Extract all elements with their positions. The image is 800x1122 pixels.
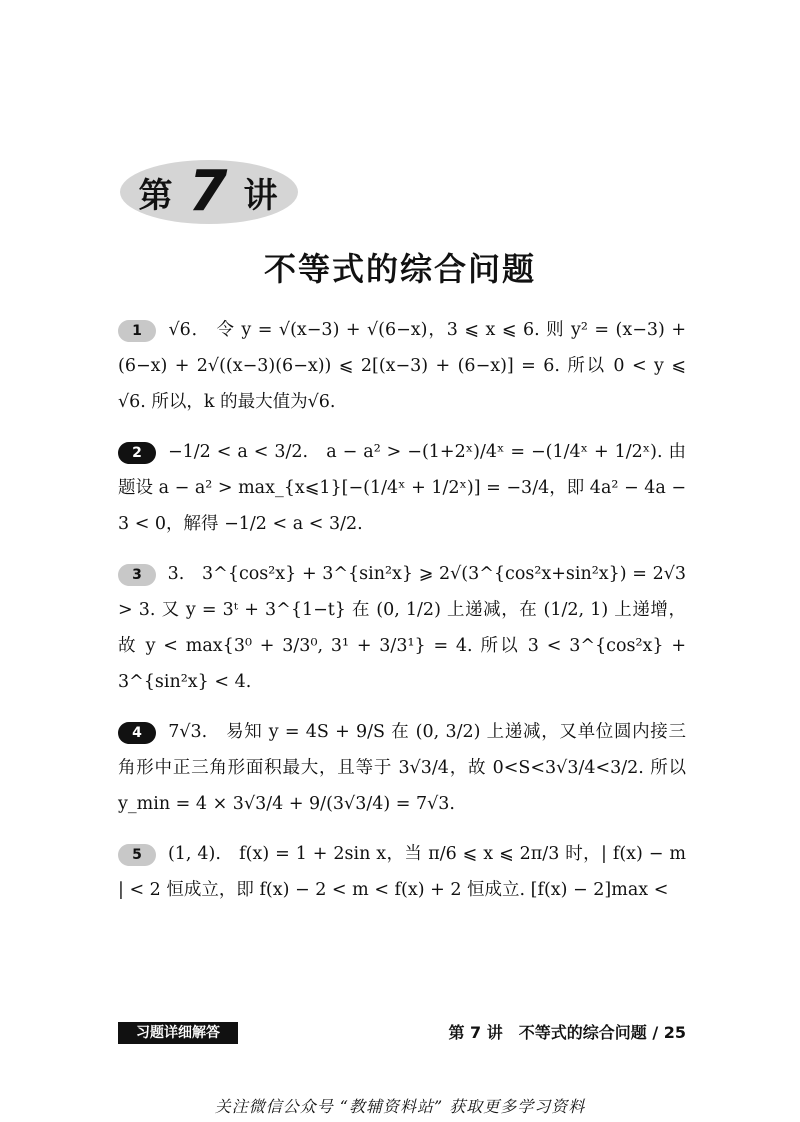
problem-2-text: −1/2 < a < 3/2. a − a² > −(1+2ˣ)/4ˣ = −(1/4ˣ + 1/2ˣ). 由题设 a − a² > max_{x⩽1}[−(1/4ˣ + 1/2ˣ)] = −3/4，即 4a² − 4a − 3 < 0，解得 −1/2 < a < 3/2. (118, 442, 686, 534)
problem-number-badge: 5 (118, 844, 156, 866)
problem-1 (118, 312, 686, 420)
problem-4 (118, 714, 686, 822)
problem-5 (118, 836, 686, 908)
problem-number-badge: 2 (118, 442, 156, 464)
bottom-watermark-note: 关注微信公众号 “教辅资料站” 获取更多学习资料 (214, 1097, 586, 1116)
problem-3-text: 3. 3^{cos²x} + 3^{sin²x} ⩾ 2√(3^{cos²x+sin²x}) = 2√3 > 3. 又 y = 3ᵗ + 3^{1−t} 在 (0, 1/2) 上递减，在 (1/2, 1) 上递增，故 y < max{3⁰ + 3/3⁰, 3¹ + 3/3¹} = 4. 所以 3 < 3^{cos²x} + 3^{sin²x} < 4. (118, 564, 686, 692)
footer-page-info: 第 7 讲 不等式的综合问题 / 25 (448, 1023, 686, 1042)
footer-section-label: 习题详细解答 (118, 1022, 238, 1044)
problem-4-text: 7√3. 易知 y = 4S + 9/S 在 (0, 3/2) 上递减，又单位圆内接三角形中正三角形面积最大，且等于 3√3/4，故 0<S<3√3/4<3/2. 所以 y_min = 4 × 3√3/4 + 9/(3√3/4) = 7√3. (118, 722, 686, 814)
problem-3 (118, 556, 686, 700)
problem-2 (118, 434, 686, 542)
problem-5-text: (1, 4). f(x) = 1 + 2sin x，当 π/6 ⩽ x ⩽ 2π/3 时，| f(x) − m | < 2 恒成立，即 f(x) − 2 < m < f(x) + 2 恒成立. [f(x) − 2]max < (118, 844, 686, 900)
lecture-number: 7 (188, 159, 230, 224)
problem-number-badge: 4 (118, 722, 156, 744)
page-title: 不等式的综合问题 (263, 250, 536, 288)
solutions-list (118, 312, 686, 922)
problem-number-badge: 3 (118, 564, 156, 586)
lecture-badge (120, 160, 298, 224)
problem-number-badge: 1 (118, 320, 156, 342)
lecture-suffix: 讲 (243, 175, 280, 216)
problem-1-text: √6． 令 y = √(x−3) + √(6−x)，3 ⩽ x ⩽ 6. 则 y² = (x−3) + (6−x) + 2√((x−3)(6−x)) ⩽ 2[(x−3) + (6−x)] = 6. 所以 0 < y ⩽ √6. 所以，k 的最大值为√6. (118, 320, 686, 412)
lecture-prefix: 第 (138, 175, 175, 216)
